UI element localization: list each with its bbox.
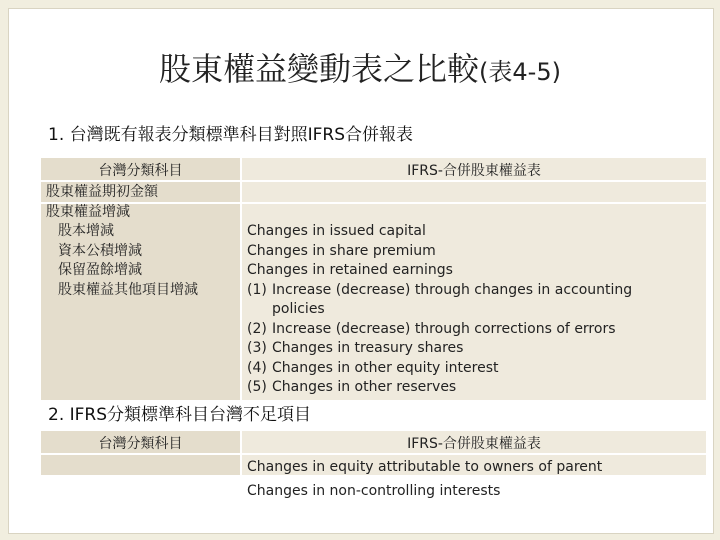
numbered-item: (4) Changes in other equity interest <box>247 359 499 376</box>
title-suffix: (表4-5) <box>479 58 561 86</box>
list-item: 股本增減 <box>58 223 114 239</box>
table2-header-right-text: IFRS-合併股東權益表 <box>407 436 541 452</box>
list-item: 股東權益其他項目增減 <box>58 281 198 298</box>
numbered-item: (3) Changes in treasury shares <box>247 340 464 356</box>
ifrs-items-list <box>247 222 632 398</box>
table2-header-left <box>40 430 241 454</box>
list-item: Changes in share premium <box>247 242 436 259</box>
numbered-item: (5) Changes in other reserves <box>247 379 457 395</box>
list-item: 保留盈餘增減 <box>58 262 142 278</box>
table1-header-right <box>241 157 707 181</box>
numbered-item: (2) Increase (decrease) through corrections of errors <box>247 320 616 337</box>
list-item: 股東權益期初金額 <box>46 184 158 200</box>
title-main: 股東權益變動表之比較 <box>159 50 480 88</box>
list-item: Changes in retained earnings <box>247 262 453 278</box>
slide-title <box>0 44 720 90</box>
table1-header-right-text: IFRS-合併股東權益表 <box>407 163 541 179</box>
table2-header-left-text: 台灣分類科目 <box>98 436 183 452</box>
numbered-item-continuation: policies <box>272 301 325 317</box>
list-item: Changes in issued capital <box>247 223 426 239</box>
list-item: 資本公積增減 <box>58 242 142 259</box>
table1-row-band <box>241 181 707 203</box>
list-item: Changes in equity attributable to owners of parent <box>247 459 603 475</box>
list-item: 股東權益增減 <box>46 203 130 220</box>
table1-header-left <box>40 157 241 181</box>
table1-header-left-text: 台灣分類科目 <box>98 163 183 179</box>
table2-left-cell <box>40 454 241 476</box>
list-item: Changes in non-controlling interests <box>247 483 501 499</box>
section2-heading: 2. IFRS分類標準科目台灣不足項目 <box>48 405 312 425</box>
ifrs-shortfall-list <box>247 455 602 503</box>
section1-heading: 1. 台灣既有報表分類標準科目對照IFRS合併報表 <box>48 125 414 145</box>
numbered-item: (1) Increase (decrease) through changes in accounting <box>247 281 633 298</box>
taiwan-items-list <box>46 183 198 300</box>
table2-header-right <box>241 430 707 454</box>
